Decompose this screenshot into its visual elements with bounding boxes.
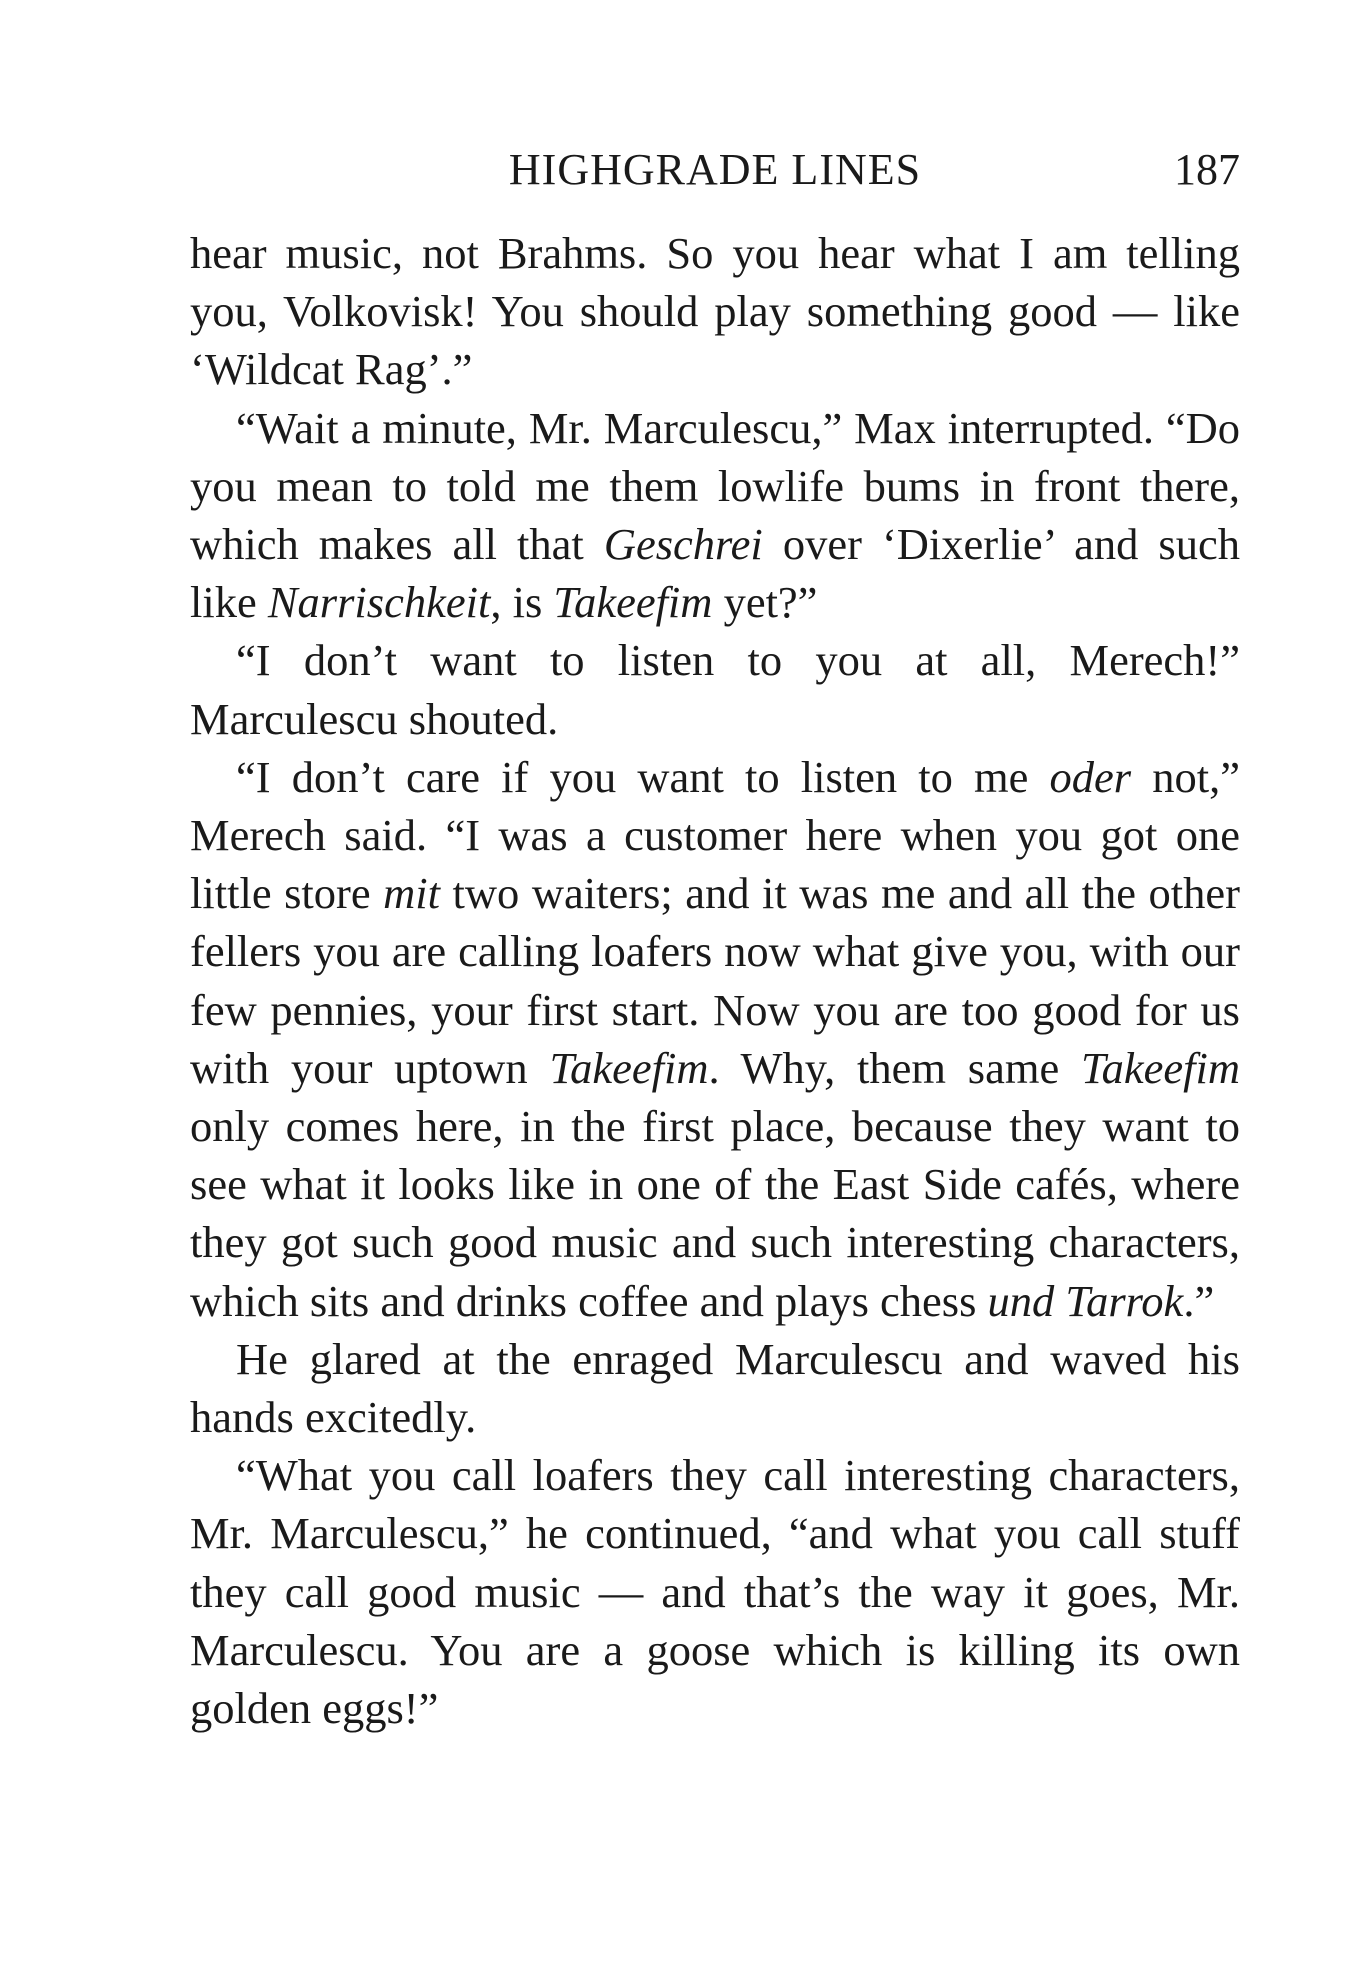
italic-text: mit <box>383 868 441 919</box>
body-text <box>190 224 1240 1737</box>
italic-text: Takeefim <box>549 1042 709 1093</box>
italic-text: und Tarrok <box>987 1275 1184 1326</box>
text-segment: over ‘Dixerlie’ and such like <box>190 519 1240 628</box>
text-segment: yet?” <box>712 577 818 628</box>
italic-text: Narrischkeit <box>267 577 491 628</box>
text-segment: not,” Merech said. “I was a customer here when you got one little store <box>190 751 1240 919</box>
paragraph-p5 <box>190 1330 1240 1446</box>
paragraph-p3 <box>190 631 1240 747</box>
text-segment: .” <box>1183 1275 1215 1326</box>
text-segment: “What you call loafers they call interesting characters, Mr. Marculescu,” he continued, “and what you call stuff they call good music — and that’s the way it goes, Mr. Marculescu. You are a goose which is killing its own golden eggs!” <box>190 1450 1240 1734</box>
text-segment: “Wait a minute, Mr. Marculescu,” Max interrupted. “Do you mean to told me them lowlife bums in front there, which makes all that <box>190 402 1240 570</box>
book-page <box>190 0 1240 1969</box>
text-segment: hear music, not Brahms. So you hear what I am telling you, Volkovisk! You should play something good — like ‘Wildcat Rag’.” <box>190 228 1240 395</box>
page-number: 187 <box>1174 145 1240 194</box>
text-segment: two waiters; and it was me and all the other fellers you are calling loafers now what give you, with our few pennies, your first start. Now you are too good for us with your uptown <box>190 868 1240 1093</box>
italic-text: Takeefim <box>1080 1042 1240 1093</box>
paragraph-p6 <box>190 1446 1240 1737</box>
text-segment: . Why, them same <box>708 1042 1081 1093</box>
running-title: HIGHGRADE LINES <box>508 145 922 194</box>
paragraph-p2 <box>190 399 1240 632</box>
italic-text: oder <box>1049 751 1132 802</box>
text-segment: “I don’t care if you want to listen to me <box>236 751 1050 802</box>
text-segment: He glared at the enraged Marculescu and waved his hands excitedly. <box>190 1333 1240 1443</box>
text-segment: only comes here, in the first place, because they want to see what it looks like in one of the East Side cafés, where they got such good music and such interesting characters, which sits and drinks coffee and plays chess <box>190 1101 1240 1326</box>
italic-text: Geschrei <box>603 519 763 570</box>
paragraph-p4 <box>190 748 1240 1330</box>
italic-text: Takeefim <box>553 577 713 628</box>
running-head <box>190 140 1240 200</box>
text-segment: “I don’t want to listen to you at all, Merech!” Marculescu shouted. <box>190 635 1240 744</box>
text-segment: , is <box>490 577 554 628</box>
paragraph-p1 <box>190 224 1240 399</box>
